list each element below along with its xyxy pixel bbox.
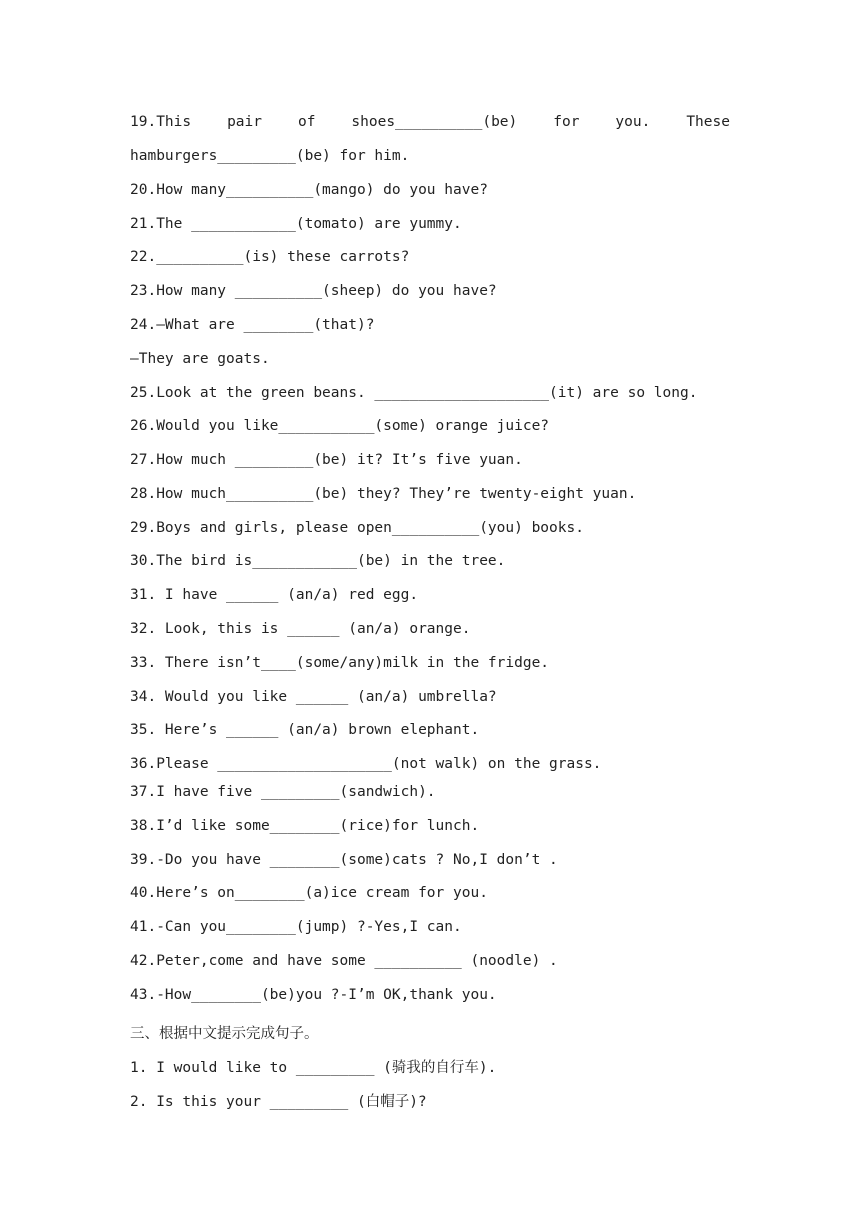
question-41: 41.-Can you________(jump) ?-Yes,I can.	[130, 919, 462, 935]
q19-word: you.	[615, 114, 651, 130]
section-3-question-2: 2. Is this your _________ (白帽子)?	[130, 1094, 427, 1110]
question-30: 30.The bird is____________(be) in the tree.	[130, 553, 506, 569]
question-40: 40.Here’s on________(a)ice cream for you.	[130, 885, 488, 901]
question-24: 24.—What are ________(that)?	[130, 317, 375, 333]
question-39: 39.-Do you have ________(some)cats ? No,I don’t .	[130, 852, 558, 868]
question-19-line-1	[130, 112, 730, 132]
question-25: 25.Look at the green beans. ____________________(it) are so long.	[130, 385, 698, 401]
question-19-line-2: hamburgers_________(be) for him.	[130, 148, 410, 164]
question-36: 36.Please ____________________(not walk) on the grass.	[130, 756, 602, 772]
section-3-heading: 三、根据中文提示完成句子。	[130, 1026, 319, 1042]
q19-word: These	[686, 114, 730, 130]
q19-word: shoes__________(be)	[351, 114, 518, 130]
q19-word: of	[297, 114, 316, 130]
question-32: 32. Look, this is ______ (an/a) orange.	[130, 621, 471, 637]
question-24-answer: —They are goats.	[130, 351, 270, 367]
question-29: 29.Boys and girls, please open__________(you) books.	[130, 520, 584, 536]
question-26: 26.Would you like___________(some) orange juice?	[130, 418, 550, 434]
question-20: 20.How many__________(mango) do you have?	[130, 182, 488, 198]
question-42: 42.Peter,come and have some __________ (noodle) .	[130, 953, 558, 969]
question-27: 27.How much _________(be) it? It’s five yuan.	[130, 452, 523, 468]
section-3-question-1: 1. I would like to _________ (骑我的自行车).	[130, 1060, 497, 1076]
question-43: 43.-How________(be)you ?-I’m OK,thank you.	[130, 987, 497, 1003]
question-22: 22.__________(is) these carrots?	[130, 249, 410, 265]
q19-word: 19.This	[130, 114, 192, 130]
question-28: 28.How much__________(be) they? They’re twenty-eight yuan.	[130, 486, 637, 502]
question-23: 23.How many __________(sheep) do you have?	[130, 283, 497, 299]
q19-word: for	[553, 114, 580, 130]
question-33: 33. There isn’t____(some/any)milk in the fridge.	[130, 655, 550, 671]
question-35: 35. Here’s ______ (an/a) brown elephant.	[130, 722, 480, 738]
question-21: 21.The ____________(tomato) are yummy.	[130, 216, 462, 232]
question-37: 37.I have five _________(sandwich).	[130, 784, 436, 800]
question-34: 34. Would you like ______ (an/a) umbrella?	[130, 689, 497, 705]
question-31: 31. I have ______ (an/a) red egg.	[130, 587, 419, 603]
question-38: 38.I’d like some________(rice)for lunch.	[130, 818, 480, 834]
q19-word: pair	[227, 114, 262, 130]
